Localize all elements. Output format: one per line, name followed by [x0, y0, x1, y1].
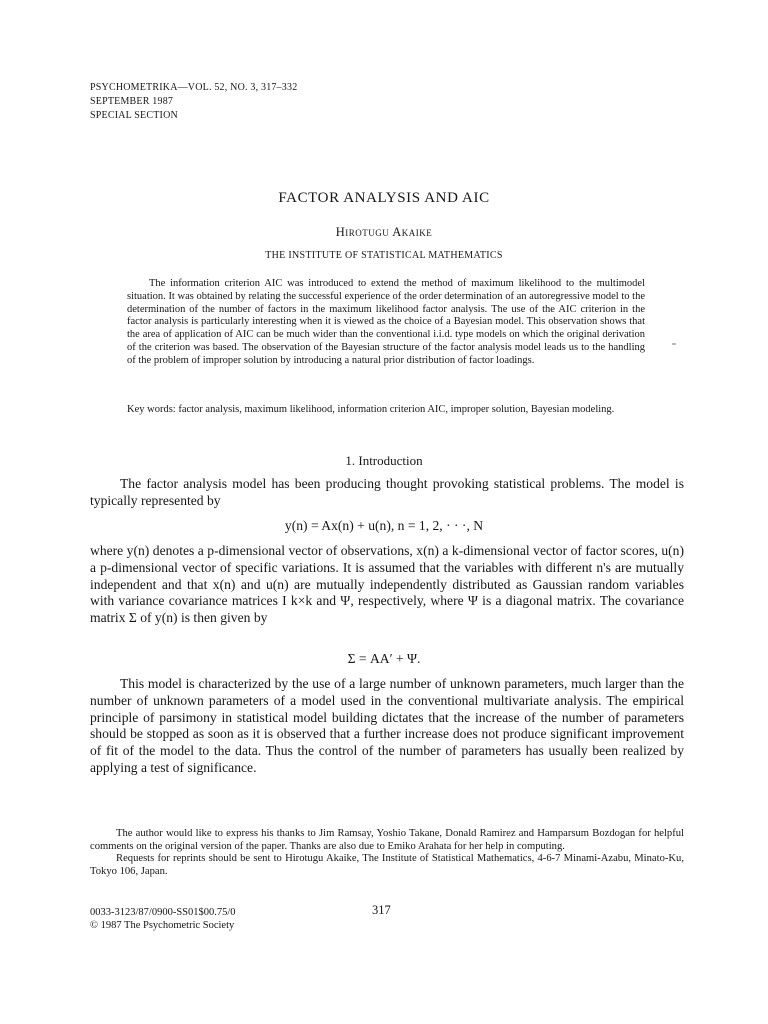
article-code: 0033-3123/87/0900-SS01$00.75/0: [90, 907, 236, 918]
intro-paragraph-1: [90, 476, 684, 510]
journal-section-line: SPECIAL SECTION: [90, 110, 178, 121]
journal-header-line: PSYCHOMETRIKA—VOL. 52, NO. 3, 317–332: [90, 82, 298, 93]
footnotes: [90, 828, 684, 878]
abstract: [127, 278, 645, 368]
keywords-text: Key words: factor analysis, maximum likelihood, information criterion AIC, improper solution, Bayesian modeling.: [127, 404, 615, 415]
equation-model: y(n) = Ax(n) + u(n), n = 1, 2, · · ·, N: [284, 518, 484, 533]
author-institution: THE INSTITUTE OF STATISTICAL MATHEMATICS: [265, 250, 503, 261]
publication-info: [90, 906, 236, 932]
scan-mark: [672, 343, 676, 345]
page-number: 317: [372, 903, 391, 917]
intro-paragraph-2: [90, 543, 684, 627]
paper-title: FACTOR ANALYSIS AND AIC: [278, 190, 490, 206]
copyright-line: © 1987 The Psychometric Society: [90, 920, 235, 931]
footnote-reprints: Requests for reprints should be sent to Hirotugu Akaike, The Institute of Statistical Mathematics, 4-6-7 Minami-Azabu, Minato-Ku, Tokyo 106, Japan.: [90, 853, 684, 877]
keywords: [127, 403, 645, 416]
paper-author: Hirotugu Akaike: [335, 225, 433, 239]
intro-paragraph-3: [90, 676, 684, 777]
section-heading: 1. Introduction: [345, 453, 423, 468]
abstract-text: The information criterion AIC was introduced to extend the method of maximum likelihood to the multimodel situation. It was obtained by relating the successful experience of the order determination of an autoregressive model to the determination of the number of factors in the maximum likelihood factor analysis. The use of the AIC criterion in the factor analysis is particularly interesting when it is viewed as the choice of a Bayesian model. This observation shows that the area of application of AIC can be much wider than the conventional i.i.d. type models on which the original derivation of the criterion was based. The observation of the Bayesian structure of the factor analysis model leads us to the handling of the problem of improper solution by introducing a natural prior distribution of factor loadings.: [127, 278, 645, 366]
journal-date-line: SEPTEMBER 1987: [90, 96, 174, 107]
footnote-acknowledgment: The author would like to express his thanks to Jim Ramsay, Yoshio Takane, Donald Ramirez and Hamparsum Bozdogan for helpful comments on the original version of the paper. Thanks are also due to Emiko Arahata for her help in computing.: [90, 828, 684, 852]
paragraph-text: where y(n) denotes a p-dimensional vector of observations, x(n) a k-dimensional vector of factor scores, u(n) a p-dimensional vector of specific variations. It is assumed that the variables with different n's are mutually independent and that x(n) and u(n) are mutually independently distributed as Gaussian random variables with variance covariance matrices I k×k and Ψ, respectively, where Ψ is a diagonal matrix. The covariance matrix Σ of y(n) is then given by: [90, 543, 684, 626]
paragraph-text: The factor analysis model has been producing thought provoking statistical problems. The model is typically represented by: [90, 476, 684, 508]
paragraph-text: This model is characterized by the use of a large number of unknown parameters, much larger than the number of unknown parameters of a model used in the conventional multivariate analysis. The empirical principle of parsimony in statistical model building dictates that the increase of the number of parameters should be stopped as soon as it is observed that a further increase does not produce significant improvement of fit of the model to the data. Thus the control of the number of parameters has usually been realized by applying a test of significance.: [90, 676, 684, 775]
equation-covariance: Σ = AA′ + Ψ.: [347, 651, 421, 666]
